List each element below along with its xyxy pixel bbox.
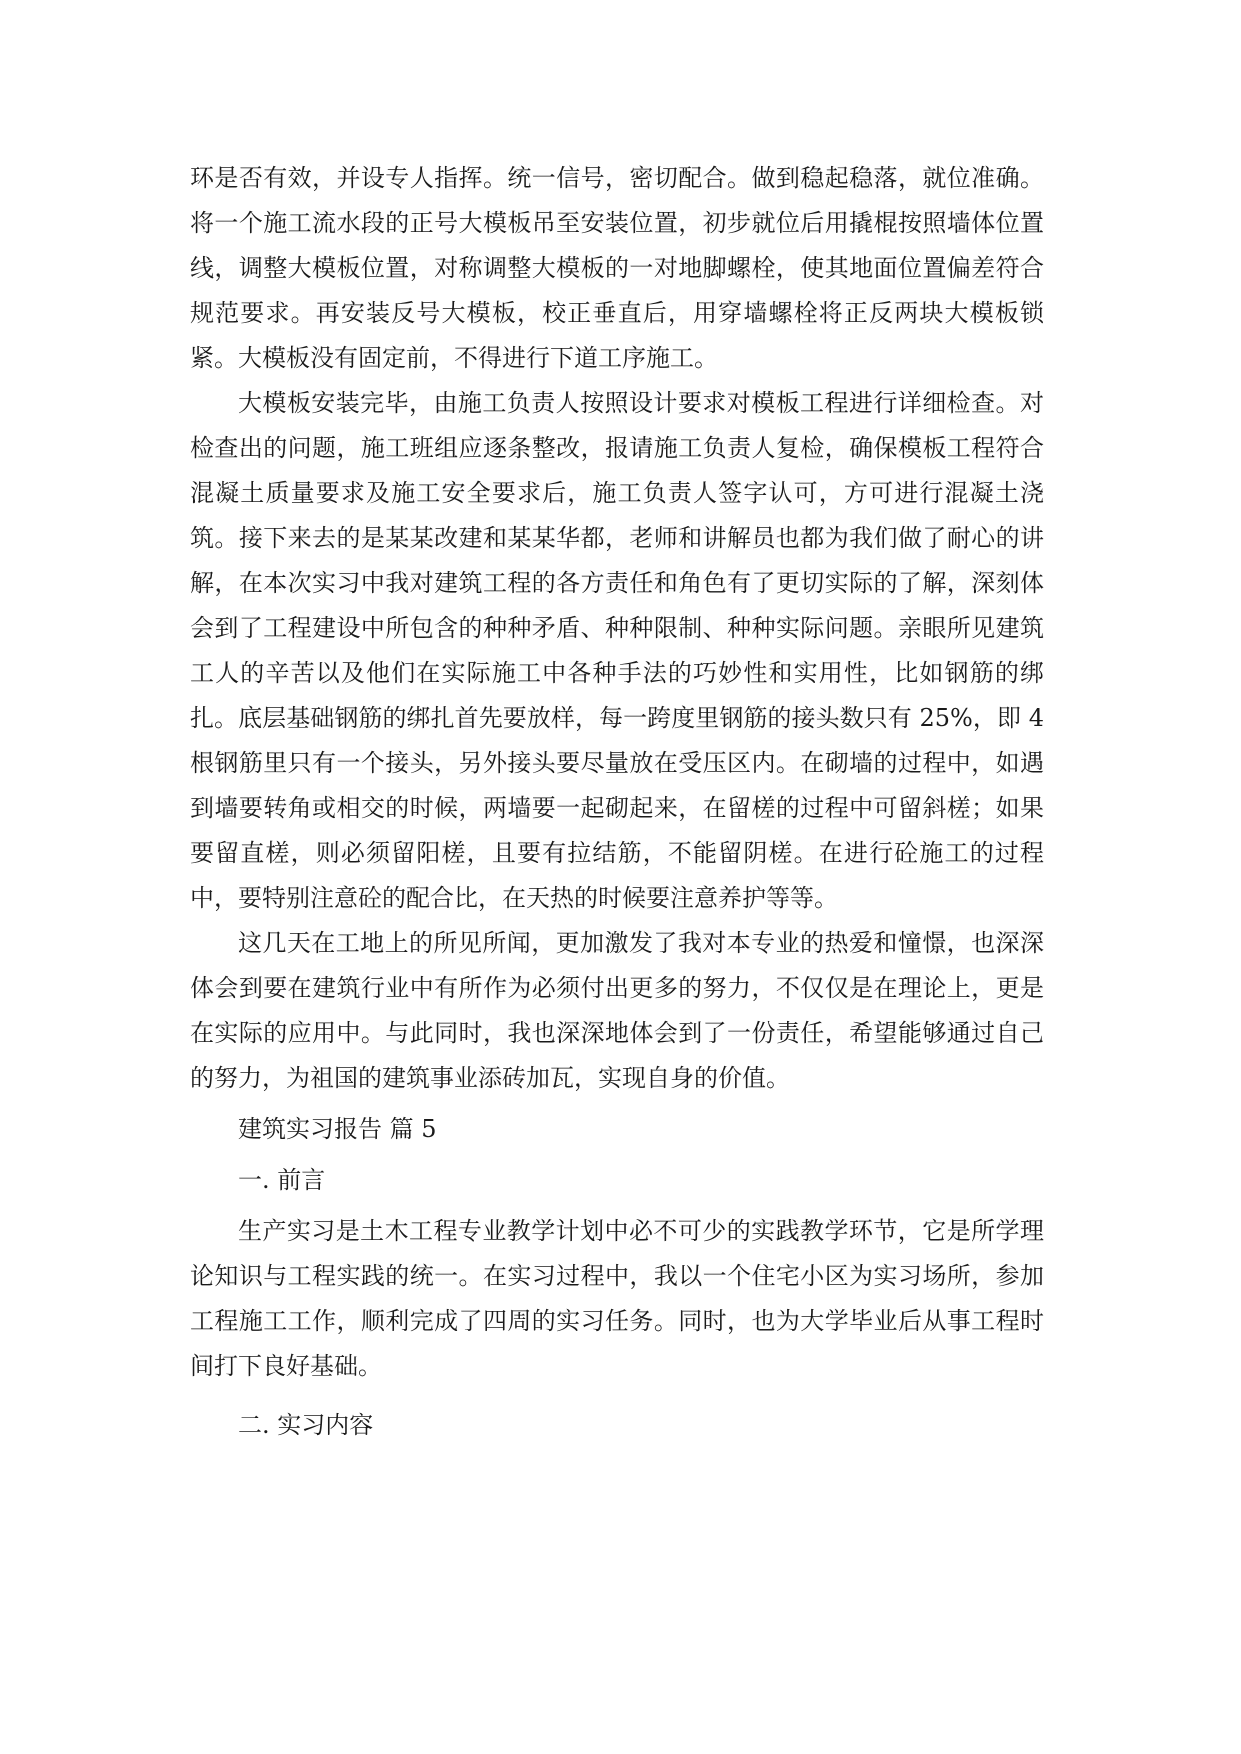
paragraph-reflection: 这几天在工地上的所见所闻，更加激发了我对本专业的热爱和憧憬，也深深体会到要在建筑行业中有所作为必须付出更多的努力，不仅仅是在理论上，更是在实际的应用中。与此同时，我也深深地体会到了一份责任，希望能够通过自己的努力，为祖国的建筑事业添砖加瓦，实现自身的价值。	[190, 929, 1044, 1092]
subheading-preface: 一. 前言	[238, 1166, 326, 1194]
paragraph-intro: 生产实习是土木工程专业教学计划中必不可少的实践教学环节，它是所学理论知识与工程实践的统一。在实习过程中，我以一个住宅小区为实习场所，参加工程施工工作，顺利完成了四周的实习任务。同时，也为大学毕业后从事工程时间打下良好基础。	[190, 1217, 1044, 1380]
section-title: 建筑实习报告 篇 5	[238, 1115, 437, 1143]
paragraph-continuation: 环是否有效，并设专人指挥。统一信号，密切配合。做到稳起稳落，就位准确。将一个施工流水段的正号大模板吊至安装位置，初步就位后用撬棍按照墙体位置线，调整大模板位置，对称调整大模板的一对地脚螺栓，使其地面位置偏差符合规范要求。再安装反号大模板，校正垂直后，用穿墙螺栓将正反两块大模板锁紧。大模板没有固定前，不得进行下道工序施工。	[190, 164, 1044, 372]
document-page	[190, 156, 1044, 1454]
paragraph-inspection: 大模板安装完毕，由施工负责人按照设计要求对模板工程进行详细检查。对检查出的问题，施工班组应逐条整改，报请施工负责人复检，确保模板工程符合混凝土质量要求及施工安全要求后，施工负责人签字认可，方可进行混凝土浇筑。接下来去的是某某改建和某某华都，老师和讲解员也都为我们做了耐心的讲解，在本次实习中我对建筑工程的各方责任和角色有了更切实际的了解，深刻体会到了工程建设中所包含的种种矛盾、种种限制、种种实际问题。亲眼所见建筑工人的辛苦以及他们在实际施工中各种手法的巧妙性和实用性，比如钢筋的绑扎。底层基础钢筋的绑扎首先要放样，每一跨度里钢筋的接头数只有 25%，即 4 根钢筋里只有一个接头，另外接头要尽量放在受压区内。在砌墙的过程中，如遇到墙要转角或相交的时候，两墙要一起砌起来，在留槎的过程中可留斜槎；如果要留直槎，则必须留阳槎，且要有拉结筋，不能留阴槎。在进行砼施工的过程中，要特别注意砼的配合比，在天热的时候要注意养护等等。	[190, 389, 1044, 912]
subheading-content: 二. 实习内容	[238, 1411, 374, 1439]
